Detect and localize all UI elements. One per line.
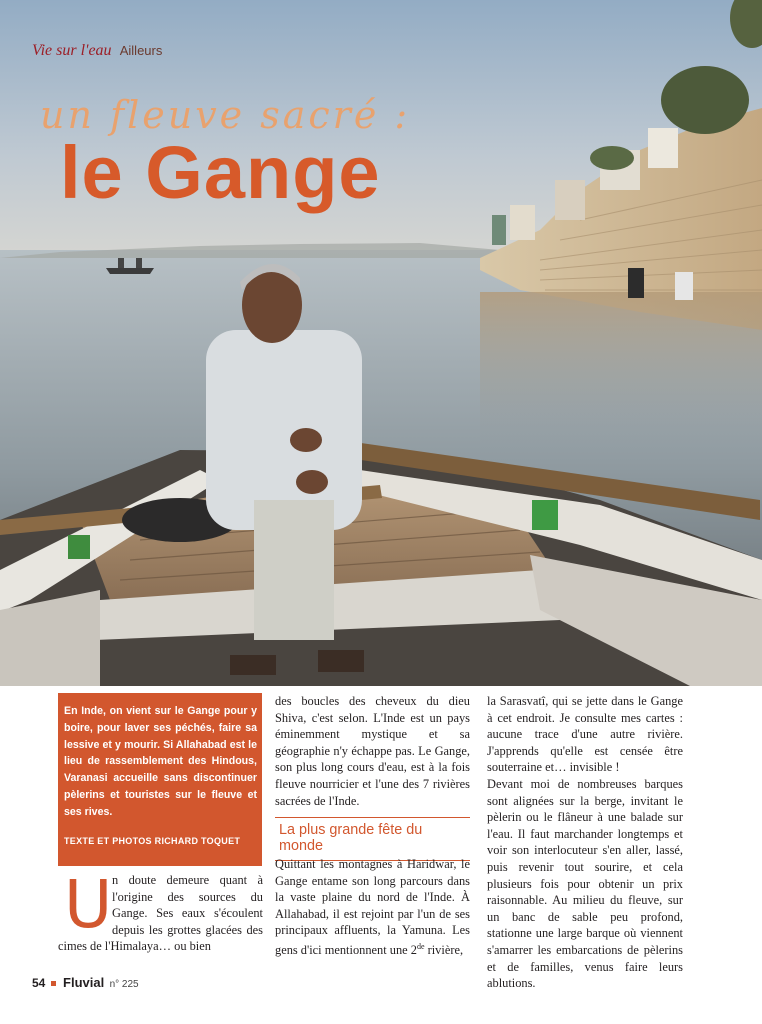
paragraph-3-start: Quittant les montagnes à Haridwar, le Gange entame son long parcours dans la vaste plaine du nord de l'Inde. À Allahabad, il est rejoint par l'un de ses principaux affluents, la Yamuna. Les gens d'ici mentionnent une 2 [275, 857, 470, 958]
paragraph-5: Devant moi de nombreuses barques sont alignées sur la berge, invitant le pèlerin ou le flâneur à une balade sur l'eau. Il faut marchander longtemps et voir son interlocuteur s'en aller, lassé, puis revenir tout sourire, et cela plusieurs fois pour obtenir un prix raisonnable. Au milieu du fleuve, sur un banc de sable peu profond, stationne une large barque où viennent s'amarrer les embarcations de pèlerins et de familles, venus faire leurs ablutions. [487, 776, 683, 991]
drop-cap: U [64, 866, 113, 943]
paragraph-1: n doute demeure quant à l'origine des sources du Gange. Ses eaux s'écoulent depuis les grottes glacées des cimes de l'Himalaya… ou bien [58, 873, 263, 954]
page-title: le Gange [60, 131, 381, 214]
section-subheading: La plus grande fête du monde [275, 817, 470, 861]
article-column-3 [487, 693, 683, 992]
paragraph-2: des boucles des cheveux du dieu Shiva, c'est selon. L'Inde est un pays éminemment mystique et sa géographie n'y échappe pas. Le Gange, son plus long cours d'eau, est à la fois fleuve nourricier et l'une des 7 rivières sacrées de l'Inde. [275, 694, 470, 808]
article-column-1 [58, 866, 263, 955]
page-number: 54 [32, 976, 46, 990]
article-column-2b [275, 856, 470, 959]
separator-square-icon [51, 981, 56, 986]
paragraph-4: la Sarasvatî, qui se jette dans le Gange à cet endroit. Je consulte mes cartes : aucune trace d'une autre rivière. J'apprends qu'elle est censée être souterraine et… invisible ! [487, 694, 683, 775]
section-rubric: Vie sur l'eau [32, 42, 112, 59]
section-tag [32, 42, 162, 60]
ordinal-suffix: de [416, 941, 425, 951]
section-subrubric: Ailleurs [119, 43, 163, 58]
magazine-name: Fluvial [63, 975, 105, 990]
paragraph-3 [275, 856, 470, 959]
title-kicker: un fleuve sacré : [40, 93, 411, 137]
page-footer [32, 975, 139, 990]
credit-line: TEXTE ET PHOTOS RICHARD TOQUET [64, 835, 241, 846]
intro-text: En Inde, on vient sur le Gange pour y boire, pour laver ses péchés, faire sa lessive et y mourir. Si Allahabad est le lieu de rassemblement des Hindous, Varanasi accueille sans discontinuer pèlerins et touristes sur le fleuve et ses rives. [64, 705, 257, 818]
article-column-2 [275, 693, 470, 809]
intro-box [58, 693, 262, 866]
issue-number: n° 225 [109, 979, 139, 990]
paragraph-3-end: rivière, [424, 943, 464, 958]
